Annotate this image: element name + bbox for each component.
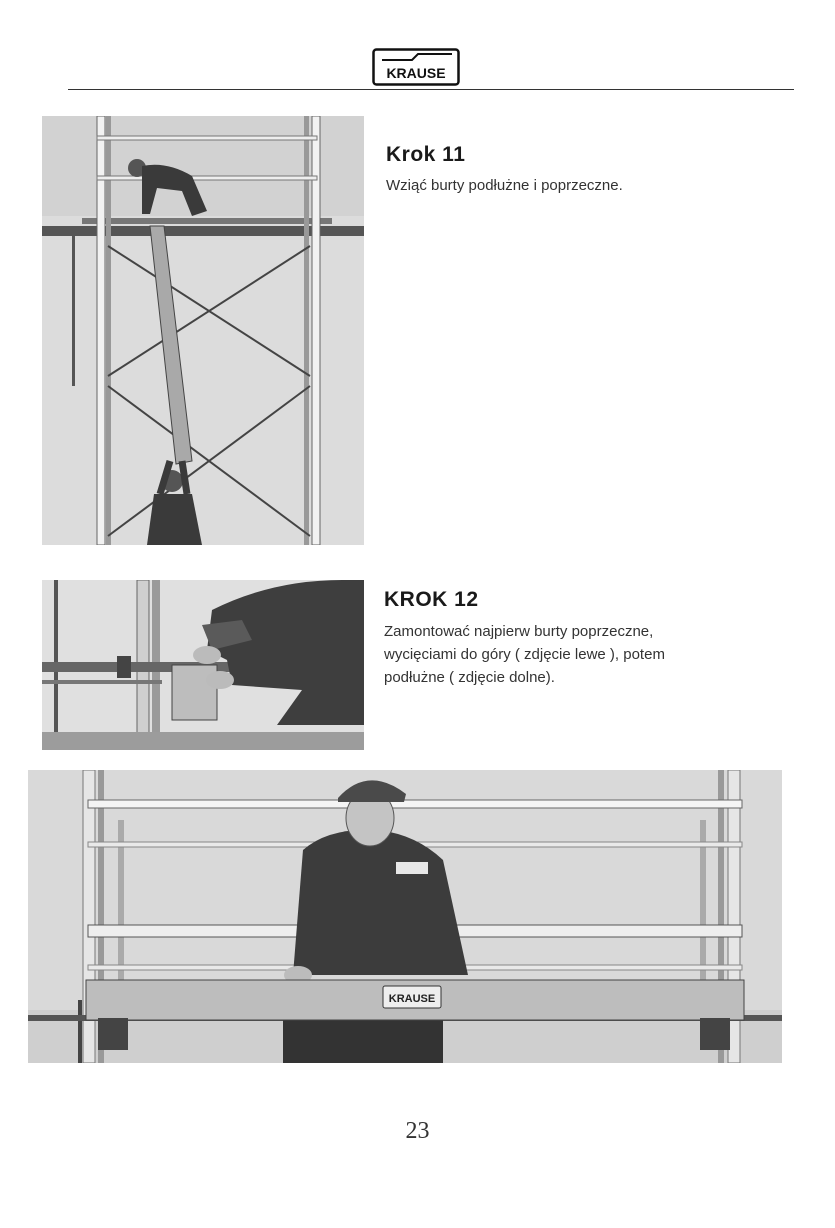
header-rule (68, 89, 794, 90)
photo-bottom (28, 770, 782, 1063)
step-12-line-2: wycięciami do góry ( zdjęcie lewe ), potem (384, 646, 665, 663)
step-12-text (384, 620, 665, 689)
photo-step-11 (42, 116, 364, 545)
step-12-line-3: podłużne ( zdjęcie dolne). (384, 669, 555, 686)
step-11-title: Krok 11 (386, 143, 466, 166)
board-brand-text: KRAUSE (388, 993, 436, 1005)
page-number: 23 (405, 1118, 430, 1144)
photo-step-12 (42, 580, 364, 750)
krause-logo (372, 48, 460, 86)
logo-text: KRAUSE (386, 65, 446, 81)
step-12-line-1: Zamontować najpierw burty poprzeczne, (384, 623, 654, 640)
step-12-title: KROK 12 (384, 588, 479, 611)
step-11-text: Wziąć burty podłużne i poprzeczne. (386, 177, 623, 194)
